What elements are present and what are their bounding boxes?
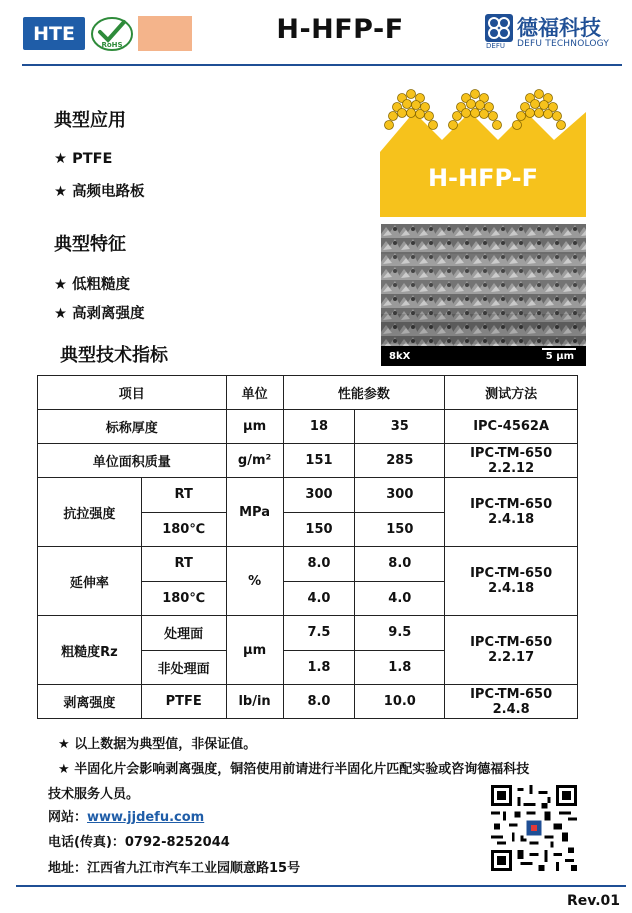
- cell-item: 延伸率: [38, 547, 142, 616]
- logo-cn: 德福科技: [517, 16, 601, 40]
- cell-value: 18: [283, 410, 355, 444]
- cell-method: IPC-4562A: [445, 410, 578, 444]
- color-swatch: [138, 16, 192, 51]
- feature-item: ★ 低粗糙度: [54, 277, 131, 293]
- cell-item: 单位面积质量: [38, 444, 227, 478]
- product-graphic-label: H-HFP-F: [427, 164, 539, 192]
- sem-micrograph: [381, 224, 586, 366]
- website-label: 网站：: [48, 810, 88, 825]
- cell-method: [445, 616, 578, 685]
- method-line: 2.4.8: [492, 701, 530, 717]
- contact-phone: [48, 831, 230, 850]
- cell-unit: µm: [226, 410, 283, 444]
- cell-unit: MPa: [226, 478, 283, 547]
- cell-value: 1.8: [355, 650, 445, 685]
- application-item: ★ PTFE: [54, 151, 113, 167]
- phone-label: 电话(传真)：: [48, 835, 125, 850]
- cell-value: 4.0: [355, 581, 445, 616]
- cell-unit: µm: [226, 616, 283, 685]
- website-link[interactable]: www.jjdefu.com: [87, 810, 205, 825]
- address-label: 地址：: [48, 861, 88, 876]
- logo-sub: DEFU: [486, 42, 505, 50]
- qr-code-icon: [491, 785, 577, 871]
- cell-value: 8.0: [283, 685, 355, 719]
- cell-value: 285: [355, 444, 445, 478]
- cell-item: 粗糙度Rz: [38, 616, 142, 685]
- feature-item-label: 高剥离强度: [72, 306, 145, 322]
- table-row: [38, 410, 578, 444]
- sem-texture: [381, 224, 586, 366]
- note-prepreg-cont: 技术服务人员。: [48, 787, 140, 802]
- table-row: [38, 616, 578, 651]
- cell-item: 剥离强度: [38, 685, 142, 719]
- cell-condition: RT: [141, 547, 226, 582]
- application-item: ★ 高频电路板: [54, 184, 145, 200]
- note-text: 以上数据为典型值，非保证值。: [74, 737, 257, 752]
- cell-unit: g/m²: [226, 444, 283, 478]
- features-title: 典型特征: [54, 234, 126, 255]
- cell-value: 8.0: [283, 547, 355, 582]
- cell-value: 35: [355, 410, 445, 444]
- logo-en: DEFU TECHNOLOGY: [517, 39, 610, 49]
- sem-scale-label: 5 µm: [545, 351, 574, 362]
- sem-magnification: 8kX: [389, 351, 411, 362]
- application-item-label: PTFE: [72, 151, 113, 167]
- table-header-row: [38, 376, 578, 410]
- footer-divider: [16, 885, 626, 887]
- product-graphic: [380, 82, 586, 217]
- cell-condition: 180℃: [141, 512, 226, 547]
- method-line: 2.4.18: [488, 512, 535, 527]
- spec-title: 典型技术指标: [60, 345, 168, 366]
- cell-value: 150: [355, 512, 445, 547]
- cell-item: 标称厚度: [38, 410, 227, 444]
- method-line: 2.2.17: [488, 650, 535, 665]
- cell-unit: lb/in: [226, 685, 283, 719]
- method-line: 2.2.12: [488, 460, 535, 476]
- cell-value: 8.0: [355, 547, 445, 582]
- cell-value: 1.8: [283, 650, 355, 685]
- feature-item: ★ 高剥离强度: [54, 306, 145, 322]
- cell-item: 抗拉强度: [38, 478, 142, 547]
- rohs-label: RoHS: [101, 41, 123, 49]
- spec-table: [37, 375, 578, 719]
- cell-method: [445, 547, 578, 616]
- application-item-label: 高频电路板: [72, 184, 145, 200]
- revision-label: Rev.01: [566, 893, 620, 909]
- method-line: 2.4.18: [488, 581, 535, 596]
- cell-method: [445, 478, 578, 547]
- table-row: [38, 478, 578, 513]
- method-line: IPC-TM-650: [470, 686, 553, 702]
- address-value: 江西省九江市汽车工业园顺意路15号: [87, 861, 301, 876]
- cell-value: 4.0: [283, 581, 355, 616]
- rohs-check-icon: [90, 16, 134, 52]
- method-line: IPC-TM-650: [470, 497, 553, 512]
- cell-condition: PTFE: [141, 685, 226, 719]
- cell-condition: 非处理面: [141, 650, 226, 685]
- cell-value: 150: [283, 512, 355, 547]
- note-text: 半固化片会影响剥离强度，铜箔使用前请进行半固化片匹配实验或咨询德福科技: [74, 762, 530, 777]
- cell-condition: 处理面: [141, 616, 226, 651]
- note-typical-values: ★ 以上数据为典型值，非保证值。: [58, 737, 257, 752]
- table-row: [38, 685, 578, 719]
- header-method: 测试方法: [445, 376, 578, 410]
- cell-value: 10.0: [355, 685, 445, 719]
- header-item: 项目: [38, 376, 227, 410]
- contact-website: [48, 806, 204, 825]
- cell-condition: 180℃: [141, 581, 226, 616]
- method-line: IPC-TM-650: [470, 566, 553, 581]
- page-title: H-HFP-F: [276, 14, 404, 45]
- cell-value: 300: [283, 478, 355, 513]
- table-row: [38, 547, 578, 582]
- cell-method: [445, 685, 578, 719]
- note-prepreg: ★ 半固化片会影响剥离强度，铜箔使用前请进行半固化片匹配实验或咨询德福科技: [58, 762, 530, 777]
- cell-value: 300: [355, 478, 445, 513]
- table-row: [38, 444, 578, 478]
- sem-scale-bar: [542, 348, 576, 350]
- feature-item-label: 低粗糙度: [72, 277, 131, 293]
- contact-address: [48, 857, 300, 876]
- cell-value: 9.5: [355, 616, 445, 651]
- cell-unit: %: [226, 547, 283, 616]
- phone-value: 0792-8252044: [124, 835, 230, 850]
- cell-value: 151: [283, 444, 355, 478]
- header-unit: 单位: [226, 376, 283, 410]
- company-logo: [485, 12, 625, 56]
- hte-badge: HTE: [23, 17, 85, 50]
- cell-condition: RT: [141, 478, 226, 513]
- cell-value: 7.5: [283, 616, 355, 651]
- method-line: IPC-TM-650: [470, 635, 553, 650]
- applications-title: 典型应用: [54, 110, 126, 131]
- header-divider: [22, 64, 622, 66]
- method-line: IPC-TM-650: [470, 445, 553, 461]
- cell-method: [445, 444, 578, 478]
- header-params: 性能参数: [283, 376, 445, 410]
- document-header: [0, 0, 632, 66]
